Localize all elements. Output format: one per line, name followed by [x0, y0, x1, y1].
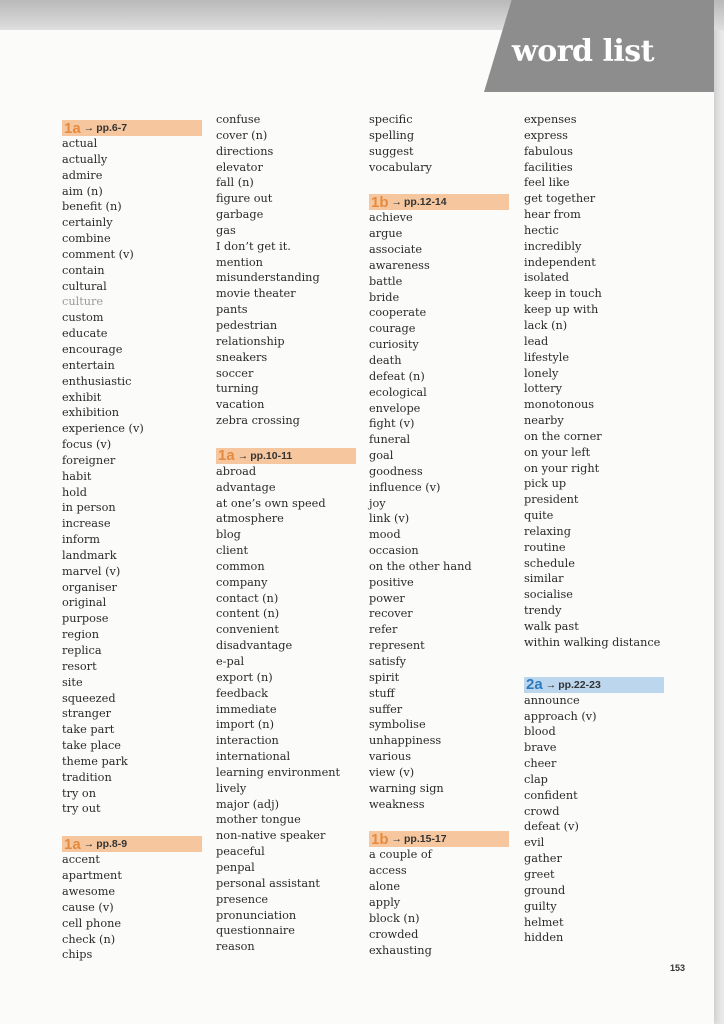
- page-title: word list: [511, 34, 654, 69]
- word-entry: funeral: [369, 433, 411, 447]
- word-entry: major (adj): [216, 797, 280, 811]
- word-entry: check (n): [62, 932, 116, 946]
- word-list: [62, 852, 210, 963]
- word-entry: personal assistant: [216, 876, 320, 890]
- section-header-1a-pp8-9: [62, 836, 202, 852]
- word-entry: theme park: [62, 754, 128, 768]
- word-list: [216, 112, 364, 429]
- word-entry: interaction: [216, 734, 279, 748]
- word-entry: cause (v): [62, 900, 114, 914]
- word-entry: suffer: [369, 702, 403, 716]
- arrow-icon: →: [391, 196, 403, 209]
- word-entry: cooperate: [369, 306, 427, 320]
- section-header-1b-pp15-17: [369, 831, 509, 847]
- word-entry: convenient: [216, 623, 279, 637]
- section-pages: pp.10-11: [250, 449, 293, 462]
- word-entry: curiosity: [369, 338, 419, 352]
- word-list: [524, 112, 672, 651]
- word-entry: inform: [62, 533, 100, 547]
- word-entry: gather: [524, 852, 562, 866]
- word-entry: export (n): [216, 670, 273, 684]
- word-entry: associate: [369, 243, 423, 257]
- word-entry: specific: [369, 113, 413, 126]
- word-entry: spelling: [369, 128, 415, 142]
- word-entry: defeat (v): [524, 820, 579, 834]
- word-entry: exhausting: [369, 943, 432, 957]
- section-header-1a-pp10-11: [216, 448, 356, 464]
- word-entry: guilty: [524, 899, 557, 913]
- word-entry: cell phone: [62, 916, 122, 930]
- word-entry: president: [524, 493, 579, 507]
- word-entry: stuff: [369, 686, 395, 700]
- word-entry: influence (v): [369, 480, 441, 494]
- word-entry: unhappiness: [369, 734, 442, 748]
- word-entry: entertain: [62, 358, 115, 372]
- word-entry: occasion: [369, 544, 419, 558]
- arrow-icon: →: [237, 449, 249, 462]
- word-entry: cover (n): [216, 128, 268, 142]
- word-entry: lead: [524, 334, 549, 348]
- word-entry: express: [524, 128, 568, 142]
- word-entry: various: [369, 750, 412, 764]
- word-entry: squeezed: [62, 691, 116, 705]
- word-list: [369, 210, 517, 812]
- section-pages: pp.6-7: [96, 122, 128, 134]
- word-entry: habit: [62, 469, 92, 483]
- word-entry: confuse: [216, 113, 261, 126]
- word-entry: import (n): [216, 718, 274, 732]
- word-entry: relaxing: [524, 524, 571, 538]
- word-entry: on your left: [524, 445, 591, 459]
- word-entry: penpal: [216, 860, 255, 874]
- word-entry: company: [216, 575, 268, 589]
- word-entry: atmosphere: [216, 512, 284, 526]
- arrow-icon: →: [391, 833, 403, 846]
- arrow-icon: →: [545, 678, 557, 691]
- word-entry: weakness: [369, 797, 425, 811]
- word-entry: monotonous: [524, 398, 595, 412]
- word-entry: focus (v): [62, 438, 112, 452]
- word-entry: hectic: [524, 223, 559, 237]
- word-entry: feel like: [524, 176, 570, 190]
- word-entry: lively: [216, 781, 247, 795]
- word-entry: relationship: [216, 334, 285, 348]
- section-pages: pp.15-17: [404, 833, 447, 846]
- word-entry: contact (n): [216, 591, 279, 605]
- word-entry: e-pal: [216, 655, 245, 668]
- word-entry: within walking distance: [524, 635, 661, 649]
- word-entry: directions: [216, 144, 274, 158]
- word-entry: gas: [216, 223, 236, 237]
- word-entry: schedule: [524, 556, 575, 570]
- word-entry: experience (v): [62, 422, 144, 436]
- word-entry: on your right: [524, 461, 600, 475]
- word-entry: block (n): [369, 911, 420, 925]
- word-entry: mood: [369, 528, 401, 542]
- arrow-icon: →: [83, 838, 95, 851]
- word-entry: on the corner: [524, 429, 602, 443]
- section-code: 1b: [371, 193, 389, 211]
- word-entry: in person: [62, 501, 116, 515]
- word-entry: actual: [62, 137, 98, 150]
- word-entry: keep in touch: [524, 287, 602, 301]
- word-entry: socialise: [524, 588, 573, 602]
- word-entry: fabulous: [524, 144, 573, 158]
- word-entry: non-native speaker: [216, 829, 326, 843]
- section-pages: pp.12-14: [404, 196, 447, 209]
- word-entry: recover: [369, 607, 413, 621]
- word-entry: custom: [62, 311, 104, 325]
- word-entry: warning sign: [369, 781, 444, 795]
- word-entry: greet: [524, 867, 555, 881]
- word-entry: power: [369, 591, 405, 605]
- word-entry: marvel (v): [62, 564, 121, 578]
- word-entry: isolated: [524, 271, 570, 285]
- section-header-1a-pp6-7: [62, 120, 202, 136]
- word-entry: brave: [524, 741, 557, 755]
- section-code: 1a: [64, 835, 81, 853]
- word-entry: defeat (n): [369, 369, 425, 383]
- word-entry: presence: [216, 892, 269, 906]
- word-entry: purpose: [62, 612, 109, 626]
- word-entry: refer: [369, 623, 398, 637]
- word-entry: death: [369, 353, 402, 367]
- section-pages: pp.22-23: [558, 678, 601, 691]
- word-entry: vacation: [216, 398, 265, 412]
- word-entry: lottery: [524, 382, 562, 396]
- word-entry: blood: [524, 725, 556, 739]
- word-entry: satisfy: [369, 655, 407, 668]
- word-entry: organiser: [62, 580, 117, 594]
- word-entry: vocabulary: [369, 160, 432, 174]
- word-entry: content (n): [216, 607, 280, 621]
- word-entry: elevator: [216, 160, 263, 174]
- word-entry: advantage: [216, 480, 276, 494]
- word-entry: argue: [369, 227, 403, 241]
- word-entry: stranger: [62, 707, 112, 721]
- word-entry: movie theater: [216, 287, 296, 301]
- word-entry: fall (n): [216, 176, 254, 190]
- word-entry: nearby: [524, 414, 564, 428]
- word-entry: admire: [62, 168, 103, 182]
- word-entry: on the other hand: [369, 559, 472, 573]
- word-entry: cheer: [524, 757, 557, 771]
- word-entry: helmet: [524, 915, 564, 929]
- section-code: 1a: [218, 447, 235, 465]
- word-entry: disadvantage: [216, 639, 293, 653]
- word-entry: international: [216, 750, 291, 764]
- word-entry: replica: [62, 644, 102, 657]
- section-header-2a-pp22-23: [524, 677, 664, 693]
- word-entry: contain: [62, 263, 105, 277]
- column-1: [62, 118, 210, 963]
- word-entry: site: [62, 675, 83, 689]
- section-code: 2a: [526, 676, 543, 694]
- word-entry: joy: [369, 496, 386, 510]
- word-entry: lonely: [524, 366, 559, 380]
- word-entry: educate: [62, 327, 108, 341]
- word-entry: similar: [524, 572, 564, 586]
- word-entry: facilities: [524, 160, 573, 174]
- word-entry: client: [216, 544, 249, 558]
- word-entry: alone: [369, 880, 401, 894]
- word-entry: access: [369, 864, 407, 878]
- word-entry: independent: [524, 255, 596, 269]
- section-header-1b-pp12-14: [369, 194, 509, 210]
- page-number: 153: [670, 963, 686, 973]
- word-entry: ecological: [369, 385, 427, 399]
- word-list: [216, 464, 364, 955]
- word-entry: represent: [369, 639, 425, 653]
- word-entry: resort: [62, 659, 97, 673]
- word-entry: pronunciation: [216, 908, 297, 922]
- word-entry: peaceful: [216, 845, 265, 859]
- word-entry: try on: [62, 786, 96, 800]
- word-entry: region: [62, 628, 100, 642]
- word-entry: pants: [216, 303, 248, 317]
- word-entry: lack (n): [524, 318, 568, 332]
- word-entry: chips: [62, 948, 93, 962]
- word-entry: pedestrian: [216, 318, 278, 332]
- word-entry: spirit: [369, 670, 400, 684]
- word-entry: suggest: [369, 144, 414, 158]
- word-entry: exhibition: [62, 406, 120, 420]
- word-entry: take part: [62, 723, 115, 737]
- word-entry: view (v): [369, 765, 415, 779]
- word-entry: ground: [524, 883, 566, 897]
- word-entry: apply: [369, 895, 401, 909]
- word-list: [524, 693, 672, 947]
- word-entry: I don’t get it.: [216, 239, 291, 253]
- column-3: [369, 112, 517, 958]
- word-entry: garbage: [216, 208, 264, 222]
- arrow-icon: →: [83, 122, 95, 134]
- word-entry: envelope: [369, 401, 421, 415]
- word-entry: reason: [216, 940, 255, 954]
- word-entry: combine: [62, 232, 111, 246]
- section-pages: pp.8-9: [96, 838, 128, 851]
- word-entry: feedback: [216, 686, 268, 700]
- word-entry: mention: [216, 255, 263, 269]
- section-code: 1b: [371, 830, 389, 848]
- word-entry: benefit (n): [62, 200, 122, 214]
- word-entry: crowd: [524, 804, 560, 818]
- word-entry: encourage: [62, 342, 123, 356]
- word-entry: trendy: [524, 604, 562, 618]
- word-entry: link (v): [369, 512, 410, 526]
- word-entry: goodness: [369, 464, 423, 478]
- word-entry: sneakers: [216, 350, 268, 364]
- word-entry: walk past: [524, 620, 579, 633]
- word-entry: keep up with: [524, 303, 599, 317]
- word-entry: crowded: [369, 927, 419, 941]
- word-entry: hear from: [524, 208, 581, 222]
- word-entry: hidden: [524, 931, 564, 945]
- word-entry: routine: [524, 540, 566, 554]
- word-entry: confident: [524, 788, 578, 802]
- word-entry: achieve: [369, 211, 413, 225]
- word-entry: actually: [62, 152, 108, 166]
- word-entry: approach (v): [524, 709, 597, 723]
- word-entry: misunderstanding: [216, 271, 320, 285]
- word-entry: turning: [216, 382, 259, 396]
- word-entry: try out: [62, 802, 101, 816]
- word-entry: awesome: [62, 884, 116, 898]
- word-entry: evil: [524, 836, 545, 850]
- word-entry: courage: [369, 322, 416, 336]
- word-entry: get together: [524, 192, 596, 206]
- word-entry: certainly: [62, 216, 113, 230]
- word-entry: fight (v): [369, 417, 415, 431]
- word-entry: tradition: [62, 770, 112, 784]
- word-entry: zebra crossing: [216, 414, 300, 428]
- word-entry: immediate: [216, 702, 277, 716]
- word-entry: questionnaire: [216, 924, 295, 938]
- word-list: [369, 847, 517, 958]
- word-entry: increase: [62, 517, 111, 531]
- word-entry: incredibly: [524, 239, 582, 253]
- word-entry: symbolise: [369, 718, 426, 732]
- word-entry: common: [216, 559, 265, 573]
- section-code: 1a: [64, 119, 81, 137]
- word-entry: goal: [369, 449, 394, 463]
- word-entry: expenses: [524, 113, 577, 126]
- word-entry: hold: [62, 485, 87, 499]
- word-entry: figure out: [216, 192, 273, 206]
- word-entry: blog: [216, 528, 241, 542]
- word-entry: lifestyle: [524, 350, 570, 364]
- word-entry: positive: [369, 575, 414, 589]
- word-entry: apartment: [62, 869, 122, 883]
- word-entry: battle: [369, 274, 403, 288]
- word-entry: mother tongue: [216, 813, 301, 827]
- word-entry: original: [62, 596, 107, 610]
- word-entry: bride: [369, 290, 400, 304]
- word-entry: quite: [524, 509, 554, 523]
- column-2: [216, 112, 364, 955]
- word-entry: take place: [62, 739, 121, 753]
- word-entry: enthusiastic: [62, 374, 132, 388]
- word-entry: comment (v): [62, 247, 134, 261]
- word-entry: landmark: [62, 548, 117, 562]
- word-entry: abroad: [216, 464, 257, 478]
- word-list: [369, 112, 517, 175]
- word-entry: foreigner: [62, 453, 116, 467]
- word-entry: cultural: [62, 279, 107, 293]
- word-entry: pick up: [524, 477, 567, 491]
- word-entry: exhibit: [62, 390, 102, 404]
- word-list: [62, 136, 210, 817]
- word-entry: learning environment: [216, 765, 341, 779]
- word-entry: accent: [62, 853, 100, 867]
- word-entry: soccer: [216, 366, 254, 380]
- column-4: [524, 112, 672, 946]
- word-entry: awareness: [369, 258, 430, 272]
- word-entry: a couple of: [369, 848, 432, 862]
- word-entry: announce: [524, 693, 580, 707]
- word-entry: aim (n): [62, 184, 103, 198]
- word-entry: at one’s own speed: [216, 496, 326, 510]
- word-entry: culture: [62, 295, 104, 309]
- word-entry: clap: [524, 772, 548, 786]
